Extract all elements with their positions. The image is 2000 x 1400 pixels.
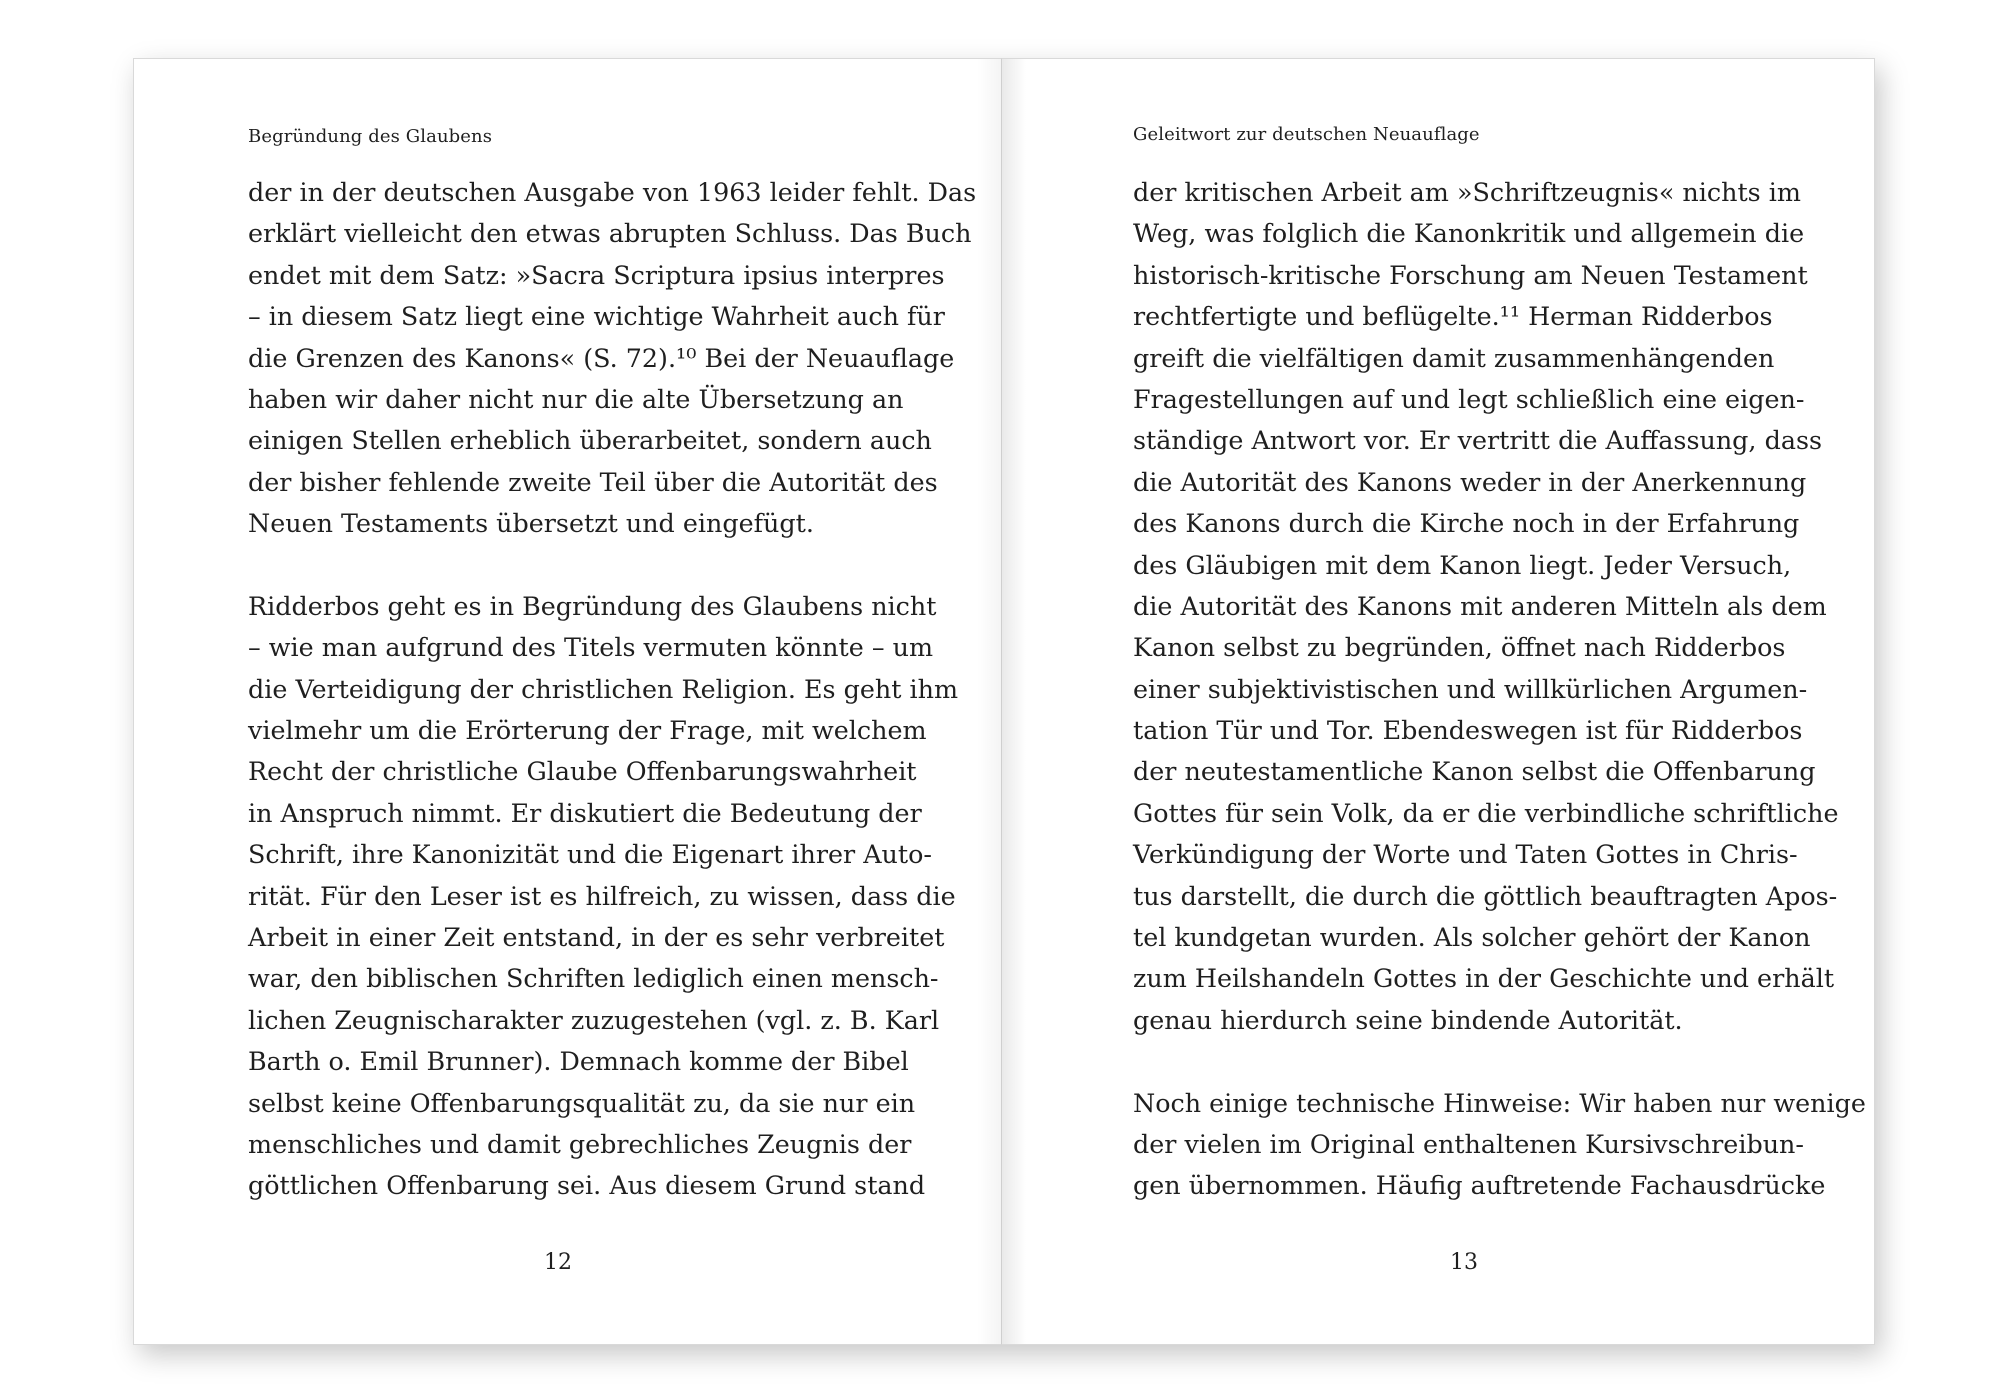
text-line: Kanon selbst zu begründen, öffnet nach Ridderbos (1133, 632, 1786, 663)
text-line: rechtfertigte und beflügelte.¹¹ Herman Ridderbos (1133, 301, 1773, 332)
text-line: die Autorität des Kanons weder in der Anerkennung (1133, 466, 1807, 497)
text-line: Weg, was folglich die Kanonkritik und allgemein die (1133, 218, 1805, 249)
body-text (1133, 172, 1866, 1207)
text-line: zum Heilshandeln Gottes in der Geschichte und erhält (1133, 963, 1835, 994)
text-line: die Grenzen des Kanons« (S. 72).¹⁰ Bei der Neuauflage (248, 342, 955, 373)
text-line: endet mit dem Satz: »Sacra Scriptura ipsius interpres (248, 259, 945, 290)
text-line: tus darstellt, die durch die göttlich beauftragten Apos- (1133, 880, 1838, 911)
text-line: Verkündigung der Worte und Taten Gottes in Chris- (1133, 839, 1798, 870)
right-page (1002, 58, 1875, 1345)
text-line: Ridderbos geht es in Begründung des Glaubens nicht (248, 590, 937, 621)
book-spread (133, 58, 1875, 1345)
text-line: selbst keine Offenbarungsqualität zu, da sie nur ein (248, 1087, 916, 1118)
text-line: göttlichen Offenbarung sei. Aus diesem Grund stand (248, 1170, 926, 1201)
text-line: die Verteidigung der christlichen Religion. Es geht ihm (248, 673, 959, 704)
text-line: einigen Stellen erheblich überarbeitet, sondern auch (248, 425, 932, 456)
text-line: genau hierdurch seine bindende Autorität. (1133, 1004, 1683, 1035)
text-line: der neutestamentliche Kanon selbst die Offenbarung (1133, 756, 1816, 787)
text-line: Barth o. Emil Brunner). Demnach komme der Bibel (248, 1046, 909, 1077)
text-line: Recht der christliche Glaube Offenbarungswahrheit (248, 756, 917, 787)
text-line: die Autorität des Kanons mit anderen Mitteln als dem (1133, 590, 1827, 621)
text-line: in Anspruch nimmt. Er diskutiert die Bedeutung der (248, 797, 922, 828)
text-line: des Gläubigen mit dem Kanon liegt. Jeder Versuch, (1133, 549, 1792, 580)
text-line: erklärt vielleicht den etwas abrupten Schluss. Das Buch (248, 218, 972, 249)
text-line: rität. Für den Leser ist es hilfreich, zu wissen, dass die (248, 880, 956, 911)
text-line: – in diesem Satz liegt eine wichtige Wahrheit auch für (248, 301, 945, 332)
text-line: – wie man aufgrund des Titels vermuten könnte – um (248, 632, 934, 663)
text-line: tel kundgetan wurden. Als solcher gehört der Kanon (1133, 922, 1811, 953)
text-line: ständige Antwort vor. Er vertritt die Auffassung, dass (1133, 425, 1823, 456)
text-line: Neuen Testaments übersetzt und eingefügt. (248, 508, 814, 539)
page-number: 13 (1450, 1250, 1478, 1275)
text-line: greift die vielfältigen damit zusammenhängenden (1133, 342, 1775, 373)
text-line: haben wir daher nicht nur die alte Übersetzung an (248, 383, 904, 414)
text-line: der kritischen Arbeit am »Schriftzeugnis« nichts im (1133, 177, 1801, 207)
left-page (133, 58, 1002, 1345)
body-text (248, 172, 977, 1207)
text-line: des Kanons durch die Kirche noch in der Erfahrung (1133, 508, 1800, 539)
running-head: Begründung des Glaubens (248, 126, 493, 147)
text-line: vielmehr um die Erörterung der Frage, mit welchem (248, 715, 927, 746)
text-line: Arbeit in einer Zeit entstand, in der es sehr verbreitet (248, 922, 945, 953)
paragraph-gap (1133, 1041, 1755, 1082)
text-line: Fragestellungen auf und legt schließlich eine eigen- (1133, 383, 1805, 414)
text-line: Schrift, ihre Kanonizität und die Eigenart ihrer Auto- (248, 839, 932, 870)
gutter-shadow (977, 59, 1001, 1344)
text-line: war, den biblischen Schriften lediglich einen mensch- (248, 963, 939, 994)
text-line: tation Tür und Tor. Ebendeswegen ist für Ridderbos (1133, 715, 1803, 746)
text-line: Noch einige technische Hinweise: Wir haben nur wenige (1133, 1087, 1866, 1118)
running-head: Geleitwort zur deutschen Neuauflage (1133, 124, 1480, 145)
text-line: menschliches und damit gebrechliches Zeugnis der (248, 1128, 912, 1159)
text-line: der vielen im Original enthaltenen Kursivschreibun- (1133, 1128, 1804, 1159)
text-line: einer subjektivistischen und willkürlichen Argumen- (1133, 673, 1808, 704)
text-line: historisch-kritische Forschung am Neuen Testament (1133, 259, 1808, 290)
paragraph-gap (248, 545, 870, 586)
text-line: der in der deutschen Ausgabe von 1963 leider fehlt. Das (248, 177, 977, 207)
text-line: lichen Zeugnischarakter zuzugestehen (vgl. z. B. Karl (248, 1004, 940, 1035)
gutter-shadow (1002, 59, 1026, 1344)
text-line: der bisher fehlende zweite Teil über die Autorität des (248, 466, 938, 497)
page-number: 12 (544, 1250, 572, 1275)
text-line: Gottes für sein Volk, da er die verbindliche schriftliche (1133, 797, 1839, 828)
text-line: gen übernommen. Häufig auftretende Fachausdrücke (1133, 1170, 1826, 1201)
